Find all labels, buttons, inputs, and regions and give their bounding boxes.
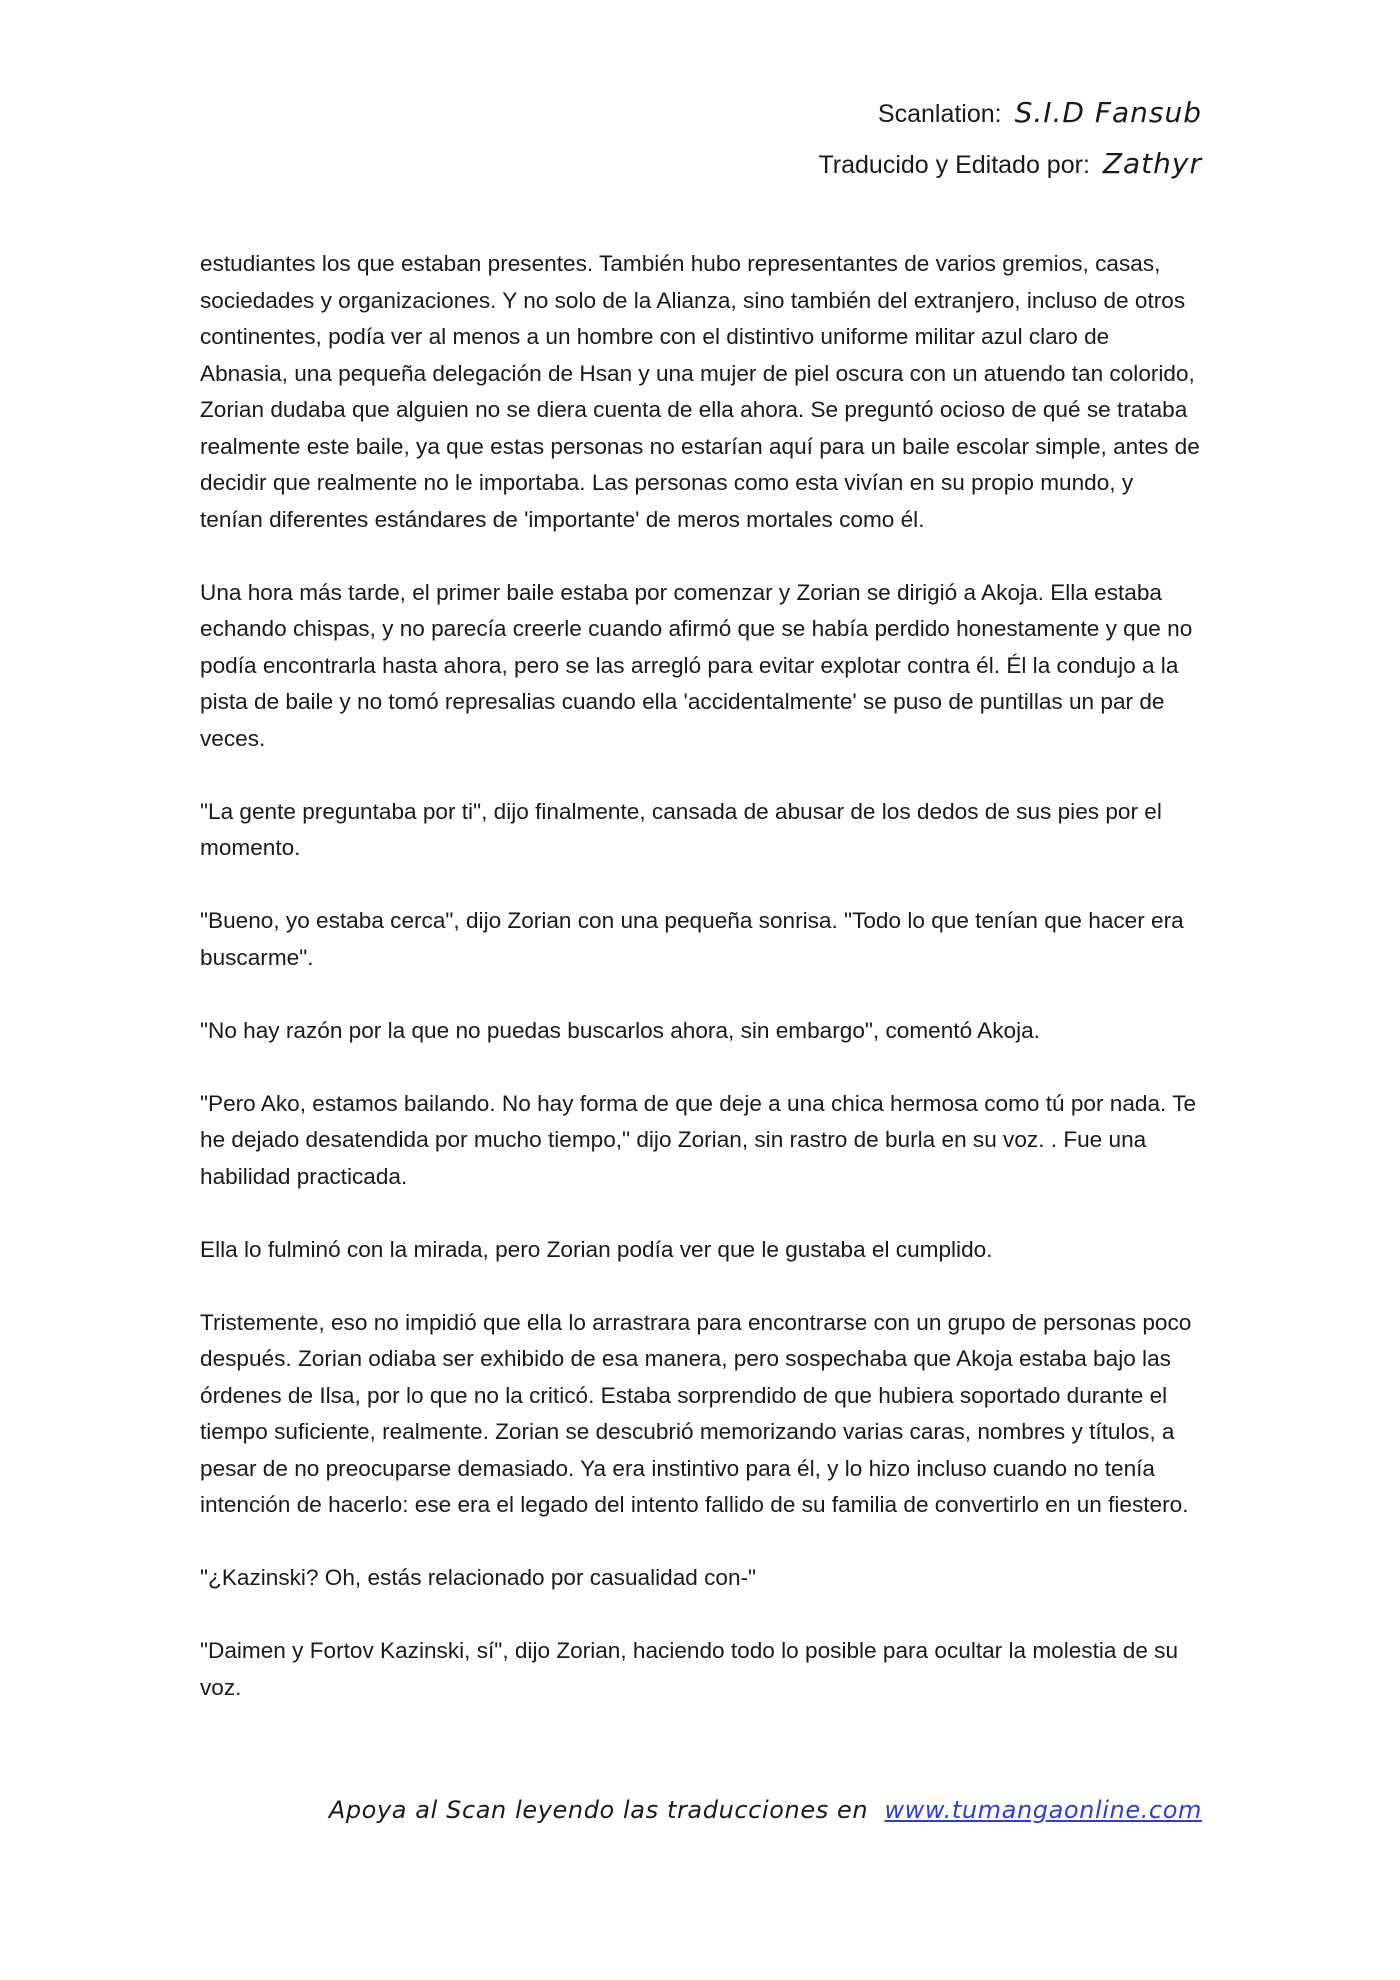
paragraph: "Daimen y Fortov Kazinski, sí", dijo Zorian, haciendo todo lo posible para ocultar la molestia de su voz. <box>200 1638 1179 1700</box>
scanlation-group: S.I.D Fansub <box>1014 96 1202 129</box>
translator-name: Zathyr <box>1102 147 1202 180</box>
paragraph: "Pero Ako, estamos bailando. No hay forma de que deje a una chica hermosa como tú por nada. Te he dejado desatendida por mucho tiempo," dijo Zorian, sin rastro de burla en su voz. . Fue una habilidad practicada. <box>200 1090 1197 1189</box>
support-text: Apoya al Scan leyendo las traducciones en <box>328 1796 869 1824</box>
paragraph: Tristemente, eso no impidió que ella lo arrastrara para encontrarse con un grupo de personas poco después. Zorian odiaba ser exhibido de esa manera, pero sospechaba que Akoja estaba bajo las órdenes de Ilsa, por lo que no la criticó. Estaba sorprendido de que hubiera soportado durante el tiempo suficiente, realmente. Zorian se descubrió memorizando varias caras, nombres y títulos, a pesar de no preocuparse demasiado. Ya era instintivo para él, y lo hizo incluso cuando no tenía intención de hacerlo: ese era el legado del intento fallido de su familia de convertirlo en un fiestero. <box>200 1309 1192 1517</box>
translator-label: Traducido y Editado por: <box>818 151 1090 179</box>
paragraph: "¿Kazinski? Oh, estás relacionado por casualidad con-" <box>200 1565 757 1590</box>
translator-credit <box>818 139 1202 190</box>
paragraph: "La gente preguntaba por ti", dijo finalmente, cansada de abusar de los dedos de sus pies por el momento. <box>200 798 1162 860</box>
paragraph: "Bueno, yo estaba cerca", dijo Zorian con una pequeña sonrisa. "Todo lo que tenían que hacer era buscarme". <box>200 908 1184 970</box>
scanlation-credit <box>818 88 1202 139</box>
paragraph: estudiantes los que estaban presentes. También hubo representantes de varios gremios, casas, sociedades y organizaciones. Y no solo de la Alianza, sino también del extranjero, incluso de otros continentes, podía ver al menos a un hombre con el distintivo uniforme militar azul claro de Abnasia, una pequeña delegación de Hsan y una mujer de piel oscura con un atuendo tan colorido, Zorian dudaba que alguien no se diera cuenta de ella ahora. Se preguntó ocioso de qué se trataba realmente este baile, ya que estas personas no estarían aquí para un baile escolar simple, antes de decidir que realmente no le importaba. Las personas como esta vivían en su propio mundo, y tenían diferentes estándares de 'importante' de meros mortales como él. <box>200 251 1200 532</box>
tumangaonline-link[interactable]: www.tumangaonline.com <box>884 1796 1202 1824</box>
paragraph: Una hora más tarde, el primer baile estaba por comenzar y Zorian se dirigió a Akoja. Ella estaba echando chispas, y no parecía creerle cuando afirmó que se había perdido honestamente y que no podía encontrarla hasta ahora, pero se las arregló para evitar explotar contra él. Él la condujo a la pista de baile y no tomó represalias cuando ella 'accidentalmente' se puso de puntillas un par de veces. <box>200 579 1193 751</box>
scanlation-label: Scanlation: <box>877 100 1002 128</box>
paragraph: "No hay razón por la que no puedas buscarlos ahora, sin embargo", comentó Akoja. <box>200 1017 1040 1043</box>
chapter-body <box>200 246 1202 1743</box>
support-footer <box>329 1796 1202 1824</box>
credits-block <box>818 88 1202 190</box>
paragraph: Ella lo fulminó con la mirada, pero Zorian podía ver que le gustaba el cumplido. <box>200 1236 993 1262</box>
